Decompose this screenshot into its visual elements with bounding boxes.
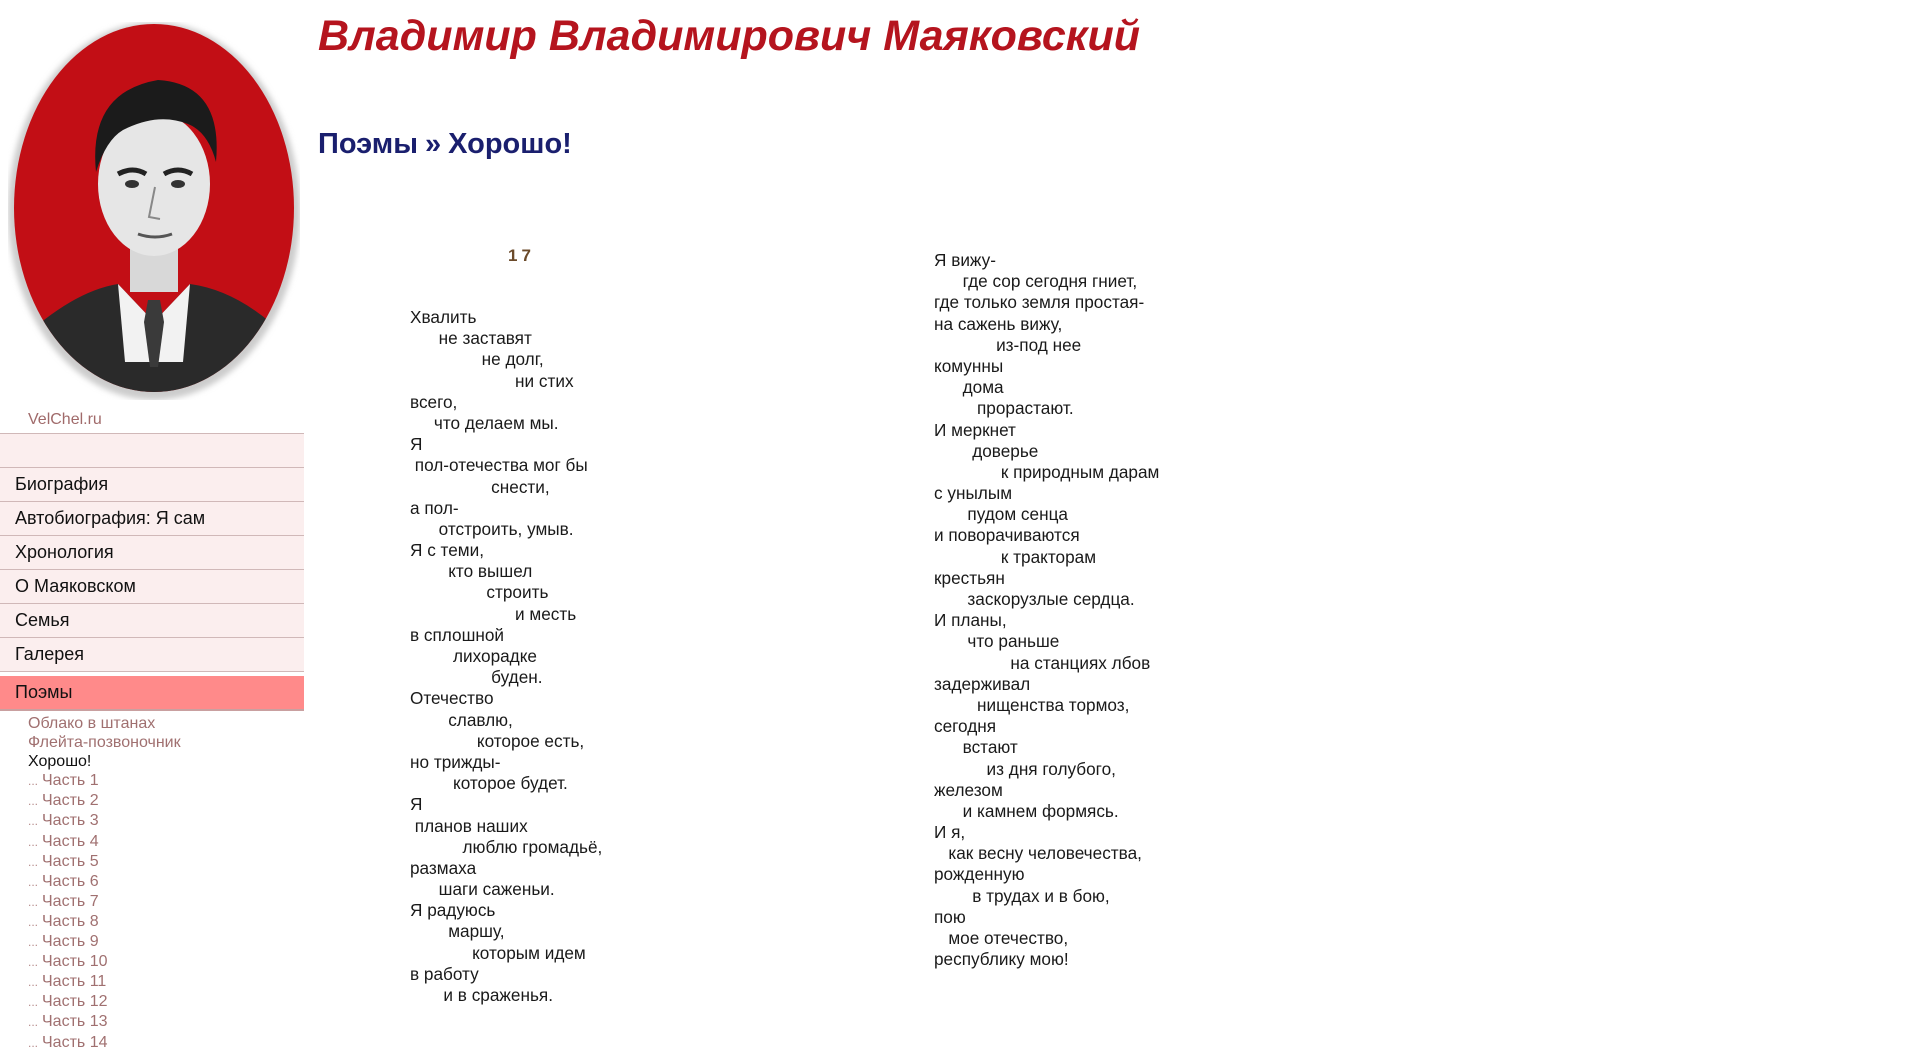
- breadcrumb-page: Хорошо!: [448, 128, 572, 160]
- poem-line: которое будет.: [410, 773, 568, 794]
- poem-line: не долг,: [410, 349, 544, 370]
- submenu-item-prefix: ...: [28, 854, 39, 869]
- breadcrumb-separator: »: [425, 128, 442, 160]
- poem-line: республику мою!: [934, 949, 1069, 970]
- submenu-item[interactable]: [28, 892, 288, 912]
- nav-item-family[interactable]: Семья: [0, 604, 304, 638]
- poem-line: и камнем формясь.: [934, 800, 1119, 821]
- submenu-item[interactable]: [28, 952, 288, 972]
- submenu-item-prefix: ...: [28, 894, 39, 909]
- submenu-item-label: Часть 4: [42, 832, 99, 850]
- poem-line: задерживал: [934, 673, 1031, 694]
- site-title: Владимир Владимирович Маяковский: [318, 12, 1141, 60]
- poems-submenu: [28, 714, 288, 1053]
- poem-line: на станциях лбов: [934, 652, 1151, 673]
- poem-line: и в сраженья.: [410, 985, 554, 1005]
- poem-line: Я: [410, 794, 423, 815]
- submenu-item-label: Часть 3: [42, 812, 99, 830]
- poem-line: Отечество: [410, 688, 494, 709]
- poem-line: И меркнет: [934, 419, 1016, 440]
- poem-line: буден.: [410, 667, 543, 688]
- submenu-item-prefix: ...: [28, 1015, 39, 1030]
- poem-line: в трудах и в бою,: [934, 885, 1110, 906]
- submenu-item-prefix: ...: [28, 794, 39, 809]
- poem-line: размаха: [410, 857, 477, 878]
- submenu-item-prefix: ...: [28, 874, 39, 889]
- poem-line: в сплошной: [410, 624, 505, 645]
- submenu-item-prefix: ...: [28, 814, 39, 829]
- poem-line: Я вижу-: [934, 250, 996, 270]
- poem-line: в работу: [410, 963, 479, 984]
- poem-line: шаги саженьи.: [410, 879, 555, 900]
- submenu-item-prefix: ...: [28, 995, 39, 1010]
- poem-line: на сажень вижу,: [934, 313, 1063, 334]
- nav-item-poems[interactable]: Поэмы: [0, 676, 304, 711]
- poem-column-right: [934, 250, 1159, 970]
- submenu-item[interactable]: [28, 872, 288, 892]
- submenu-item-prefix: ...: [28, 1035, 39, 1050]
- poem-line: где только земля простая-: [934, 292, 1145, 313]
- submenu-item-label: Часть 7: [42, 892, 99, 910]
- poem-line: которым идем: [410, 942, 586, 963]
- poem-line: Я радуюсь: [410, 900, 496, 921]
- nav-item-biography[interactable]: Биография: [0, 468, 304, 502]
- poem-line: и месть: [410, 603, 577, 624]
- poem-line: маршу,: [410, 921, 505, 942]
- submenu-item-prefix: ...: [28, 955, 39, 970]
- poem-line: что раньше: [934, 631, 1060, 652]
- poem-line: строить: [410, 582, 549, 603]
- poem-line: отстроить, умыв.: [410, 518, 574, 539]
- poem-column-left: [410, 307, 602, 1006]
- poem-line: к природным дарам: [934, 461, 1160, 482]
- poem-line: люблю громадьё,: [410, 836, 603, 857]
- poem-line: как весну человечества,: [934, 843, 1142, 864]
- poem-line: пол-отечества мог бы: [410, 455, 588, 476]
- submenu-item[interactable]: [28, 992, 288, 1012]
- poem-line: дома: [934, 377, 1004, 398]
- submenu-item-label: Часть 5: [42, 852, 99, 870]
- poem-line: ни стих: [410, 370, 574, 391]
- mayakovsky-portrait: [8, 22, 300, 400]
- nav-item-gallery[interactable]: Галерея: [0, 638, 304, 672]
- poem-line: кто вышел: [410, 561, 533, 582]
- submenu-item-label: Часть 2: [42, 792, 99, 810]
- breadcrumb: [318, 128, 572, 161]
- submenu-item-label: Часть 11: [42, 973, 107, 991]
- nav-item-about[interactable]: О Маяковском: [0, 570, 304, 604]
- poem-line: комунны: [934, 355, 1004, 376]
- poem-line: из дня голубого,: [934, 758, 1116, 779]
- poem-line: сегодня: [934, 716, 997, 737]
- poem-line: железом: [934, 779, 1003, 800]
- poem-line: планов наших: [410, 815, 528, 836]
- submenu-item-label: Часть 10: [42, 953, 108, 971]
- submenu-item-label: Облако в штанах: [28, 715, 156, 732]
- submenu-item-label: Часть 13: [42, 1013, 108, 1031]
- poem-line: всего,: [410, 391, 458, 412]
- poem-line: к тракторам: [934, 546, 1097, 567]
- poem-line: нищенства тормоз,: [934, 694, 1130, 715]
- poem-line: с унылым: [934, 483, 1013, 504]
- sidebar-nav: [0, 433, 304, 711]
- poem-line: не заставят: [410, 328, 532, 349]
- submenu-item-prefix: ...: [28, 935, 39, 950]
- poem-line: что делаем мы.: [410, 412, 559, 433]
- poem-line: доверье: [934, 440, 1039, 461]
- submenu-item[interactable]: [28, 852, 288, 872]
- submenu-item[interactable]: [28, 972, 288, 992]
- submenu-item-label: Часть 12: [42, 993, 108, 1011]
- submenu-item[interactable]: [28, 1033, 288, 1053]
- poem-line: из-под нее: [934, 334, 1082, 355]
- poem-line: И планы,: [934, 610, 1007, 631]
- nav-spacer: [0, 434, 304, 468]
- poem-line: пою: [934, 906, 966, 927]
- submenu-item[interactable]: [28, 752, 288, 771]
- poem-line: И я,: [934, 822, 966, 843]
- submenu-item-label: Часть 14: [42, 1033, 108, 1051]
- submenu-item[interactable]: [28, 932, 288, 952]
- submenu-item-label: Часть 8: [42, 912, 99, 930]
- site-link[interactable]: VelChel.ru: [28, 411, 102, 428]
- submenu-item[interactable]: [28, 832, 288, 852]
- poem-line: пудом сенца: [934, 504, 1068, 525]
- poem-line: которое есть,: [410, 730, 585, 751]
- submenu-item-prefix: ...: [28, 774, 39, 789]
- poem-line: встают: [934, 737, 1018, 758]
- submenu-item-prefix: ...: [28, 975, 39, 990]
- submenu-item[interactable]: [28, 811, 288, 831]
- nav-item-autobiography[interactable]: Автобиография: Я сам: [0, 502, 304, 536]
- poem-line: где сор сегодня гниет,: [934, 271, 1138, 292]
- chapter-number: 17: [508, 246, 535, 265]
- submenu-item-prefix: ...: [28, 914, 39, 929]
- submenu-item[interactable]: [28, 791, 288, 811]
- submenu-item-label: Часть 6: [42, 872, 99, 890]
- submenu-item[interactable]: [28, 1012, 288, 1032]
- poem-line: заскорузлые сердца.: [934, 589, 1135, 609]
- submenu-item-label: Флейта-позвоночник: [28, 734, 181, 752]
- poem-line: Я с теми,: [410, 540, 484, 561]
- poem-line: прорастают.: [934, 398, 1074, 419]
- submenu-item[interactable]: [28, 771, 288, 791]
- nav-item-chronology[interactable]: Хронология: [0, 536, 304, 570]
- submenu-item[interactable]: [28, 912, 288, 932]
- poem-line: мое отечество,: [934, 928, 1069, 948]
- poem-line: лихорадке: [410, 646, 537, 666]
- poem-line: Я: [410, 434, 423, 455]
- poem-line: и поворачиваются: [934, 525, 1080, 546]
- poem-line: Хвалить: [410, 307, 477, 327]
- submenu-item-label: Часть 1: [42, 772, 99, 790]
- submenu-item-prefix: ...: [28, 834, 39, 849]
- breadcrumb-section[interactable]: Поэмы: [318, 128, 419, 160]
- poem-line: рожденную: [934, 864, 1025, 885]
- submenu-item-label: Часть 9: [42, 933, 99, 951]
- poem-line: крестьян: [934, 567, 1005, 588]
- submenu-item-label: Хорошо!: [28, 753, 92, 771]
- poem-line: снести,: [410, 476, 550, 497]
- poem-line: славлю,: [410, 709, 513, 730]
- poem-line: а пол-: [410, 497, 459, 518]
- submenu-item[interactable]: [28, 714, 288, 733]
- submenu-item[interactable]: [28, 733, 288, 752]
- poem-line: но трижды-: [410, 751, 501, 772]
